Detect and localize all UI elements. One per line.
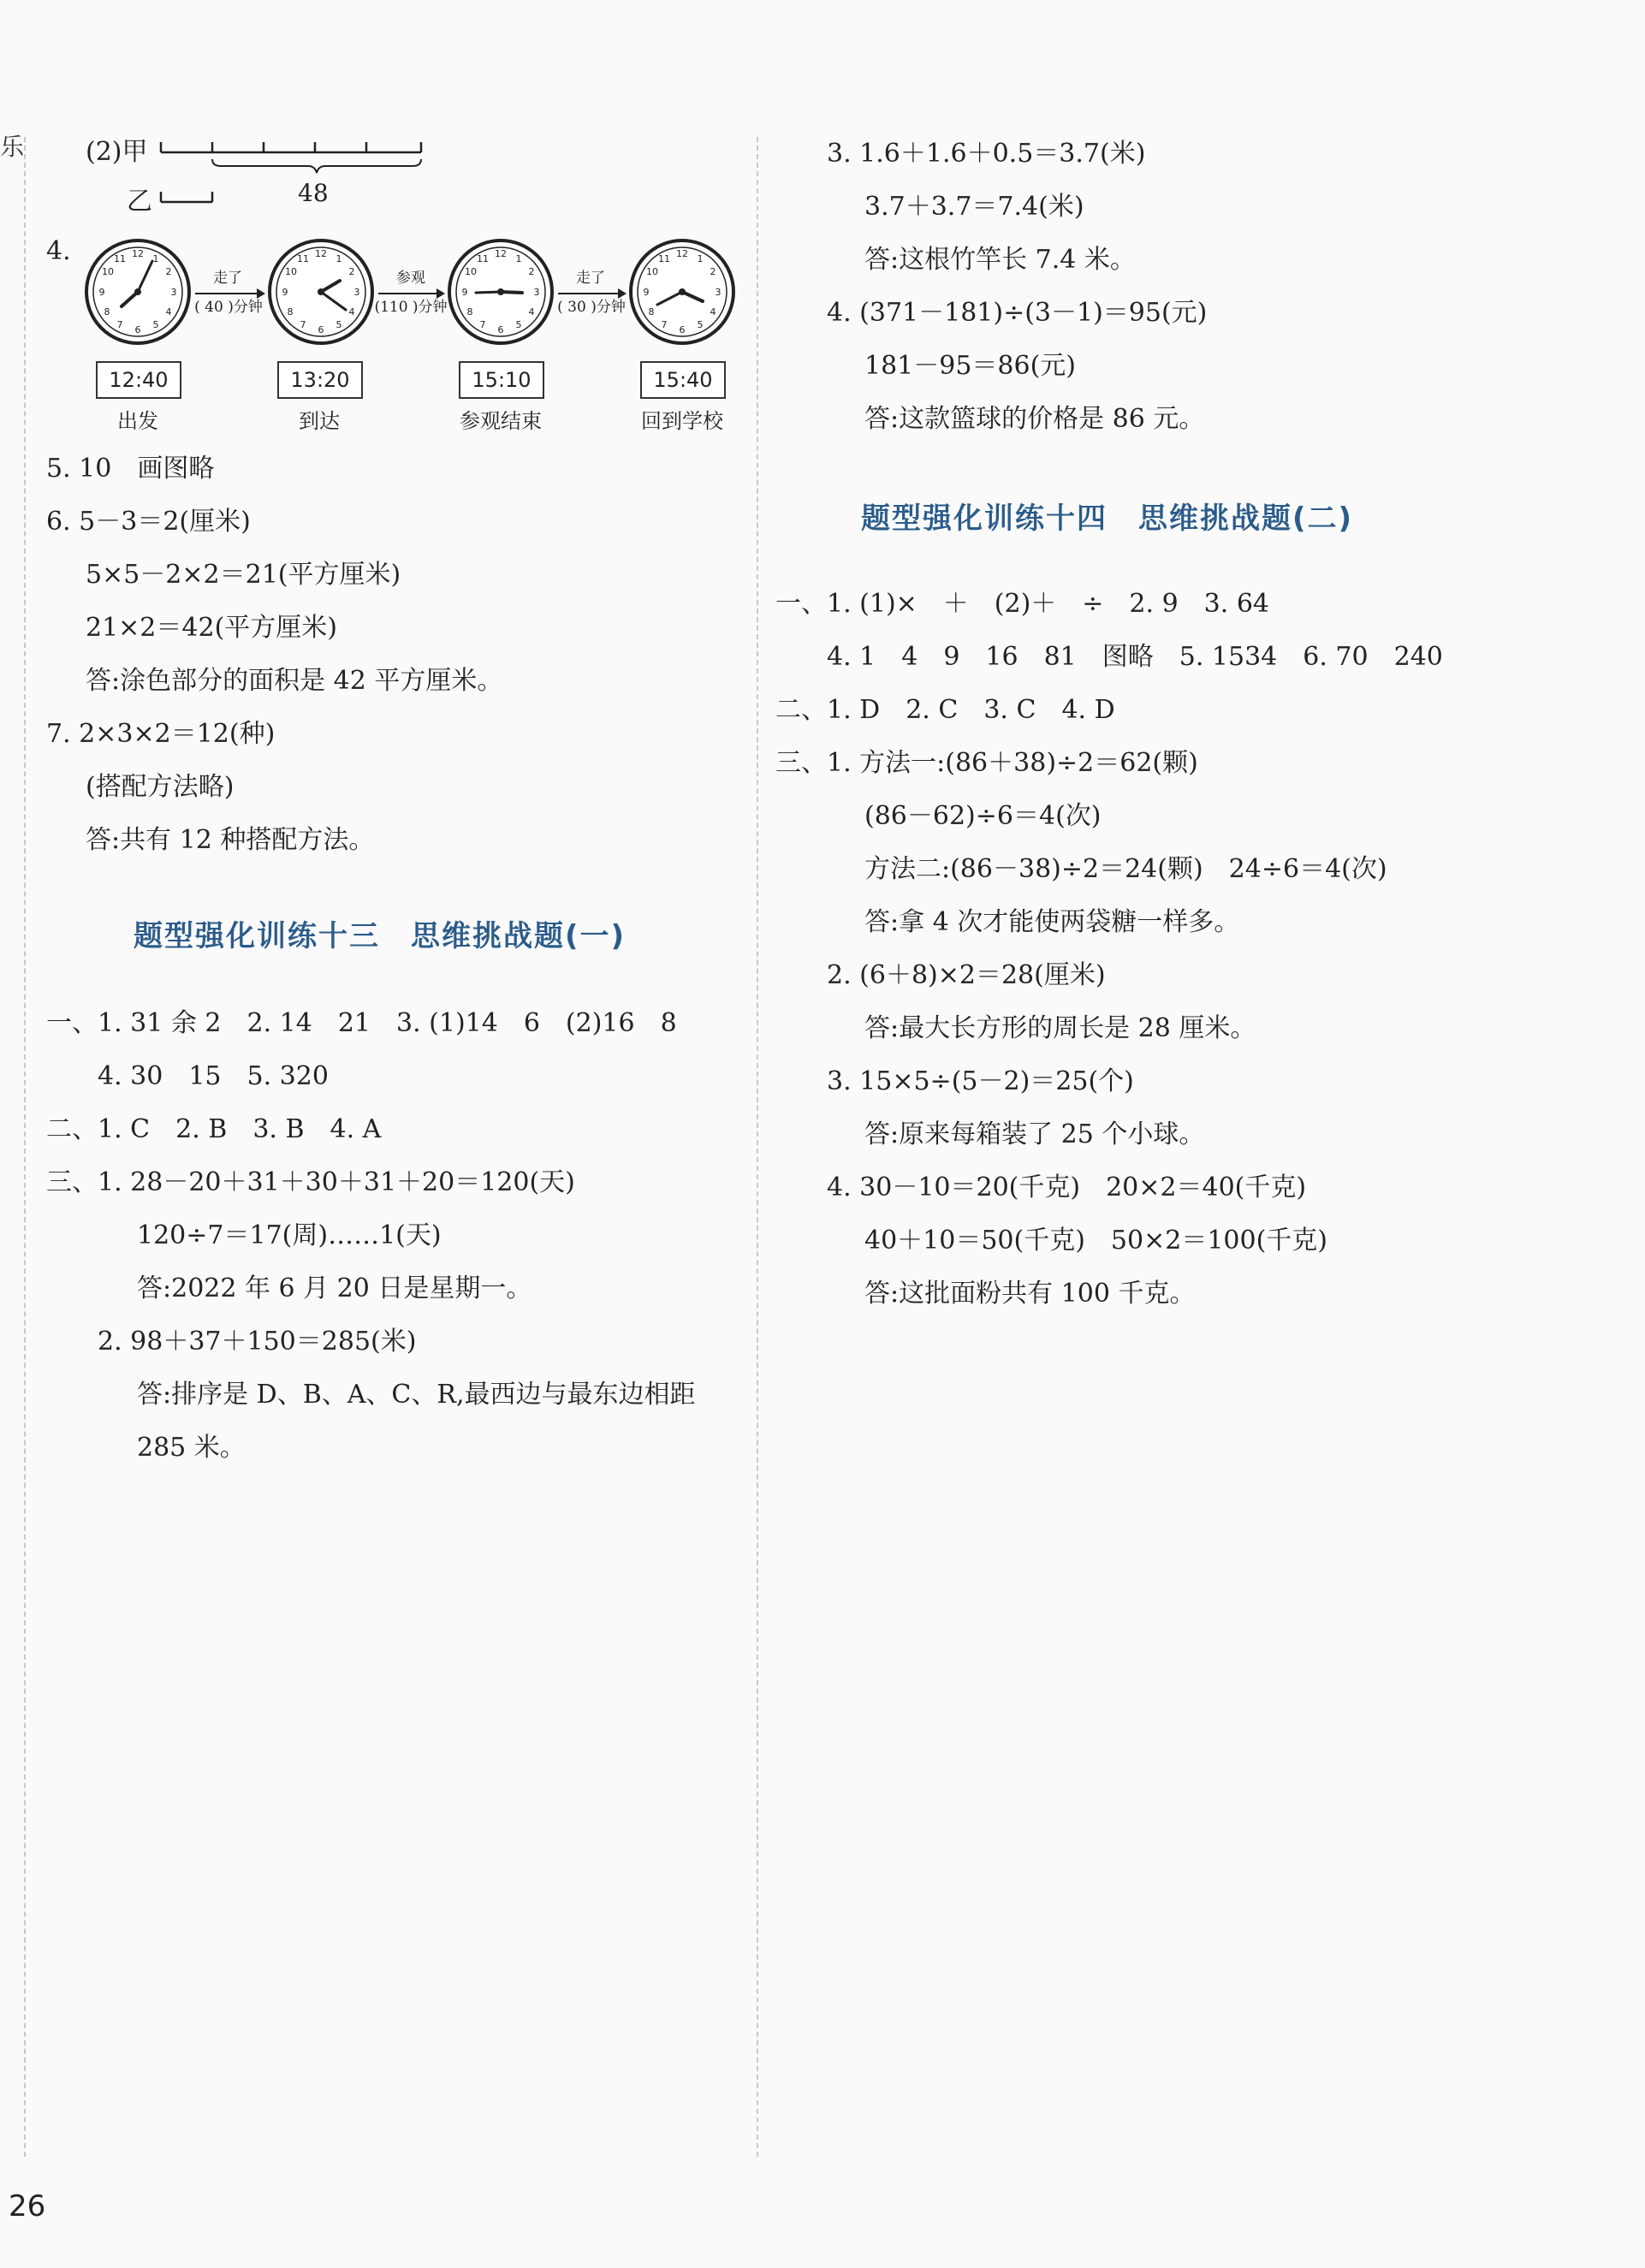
section-title: 题型强化训练十四 思维挑战题(二): [861, 502, 1354, 536]
svg-text:8: 8: [648, 306, 655, 318]
svg-text:10: 10: [465, 266, 477, 277]
svg-text:3: 3: [170, 287, 177, 298]
svg-text:7: 7: [661, 319, 668, 330]
svg-text:12: 12: [676, 248, 688, 259]
svg-text:2: 2: [165, 266, 172, 277]
svg-text:10: 10: [646, 266, 658, 277]
answer-line: 7. 2×3×2＝12(种): [46, 719, 276, 749]
segment-label-jia: (2)甲: [86, 137, 148, 167]
svg-text:3: 3: [353, 287, 360, 298]
answer-line: (86－62)÷6＝4(次): [864, 801, 1102, 831]
answer-line: 4. 30 15 5. 320: [98, 1061, 329, 1091]
answer-line: 4. (371－181)÷(3－1)＝95(元): [827, 298, 1208, 328]
answer-line: 方法二:(86－38)÷2＝24(颗) 24÷6＝4(次): [864, 854, 1387, 884]
clock-time-box: 15:10: [459, 361, 544, 399]
arrow-2-bottom: (110 )分钟: [374, 299, 448, 316]
answer-line: 2. 98＋37＋150＝285(米): [98, 1327, 417, 1357]
svg-text:5: 5: [515, 319, 522, 330]
svg-text:11: 11: [114, 253, 126, 264]
svg-text:9: 9: [461, 287, 468, 298]
svg-text:6: 6: [497, 324, 504, 335]
page-number: 26: [9, 2189, 46, 2223]
svg-text:11: 11: [477, 253, 489, 264]
svg-text:1: 1: [152, 253, 159, 264]
cut-off-character: 乐: [0, 133, 25, 161]
answer-line: 3.7＋3.7＝7.4(米): [864, 192, 1084, 222]
svg-text:2: 2: [348, 266, 355, 277]
answer-line: 答:排序是 D、B、A、C、R,最西边与最东边相距: [137, 1380, 696, 1410]
answer-line: 二、1. D 2. C 3. C 4. D: [775, 695, 1115, 725]
svg-text:5: 5: [152, 319, 159, 330]
clock-icon: [627, 236, 738, 347]
answer-line: 285 米。: [137, 1433, 246, 1463]
svg-text:11: 11: [297, 253, 309, 264]
answer-line: 三、1. 方法一:(86＋38)÷2＝62(颗): [775, 748, 1198, 778]
answer-line: 二、1. C 2. B 3. B 4. A: [46, 1114, 382, 1144]
answer-line: 120÷7＝17(周)……1(天): [137, 1220, 442, 1250]
svg-text:9: 9: [98, 287, 105, 298]
svg-text:7: 7: [116, 319, 123, 330]
clock-icon: [82, 236, 193, 347]
svg-text:11: 11: [658, 253, 670, 264]
arrow-3-bottom: ( 30 )分钟: [557, 299, 626, 316]
answer-line: 答:原来每箱装了 25 个小球。: [864, 1119, 1205, 1149]
svg-text:5: 5: [336, 319, 342, 330]
svg-text:4: 4: [165, 306, 172, 318]
svg-text:2: 2: [528, 266, 535, 277]
answer-line: 5. 10 画图略: [46, 454, 215, 484]
arrow-2-top: 参观: [396, 270, 425, 287]
segment-diagram: [154, 135, 436, 212]
clock-time-box: 15:40: [640, 361, 726, 399]
clock-label: 参观结束: [460, 409, 542, 433]
arrow-1-bottom: ( 40 )分钟: [194, 299, 263, 316]
answer-line: 答:共有 12 种搭配方法。: [86, 825, 375, 855]
answer-line: 答:这根竹竿长 7.4 米。: [864, 245, 1136, 275]
svg-text:1: 1: [515, 253, 522, 264]
answer-line: 181－95＝86(元): [864, 351, 1077, 381]
svg-text:4: 4: [528, 306, 535, 318]
arrow-1-top: 走了: [213, 270, 242, 287]
svg-text:8: 8: [466, 306, 473, 318]
svg-text:9: 9: [643, 287, 650, 298]
clock-label: 到达: [299, 409, 340, 433]
svg-text:2: 2: [710, 266, 716, 277]
answer-line: 答:涂色部分的面积是 42 平方厘米。: [86, 666, 503, 696]
svg-text:5: 5: [697, 319, 704, 330]
answer-line: 答:这批面粉共有 100 千克。: [864, 1279, 1196, 1309]
svg-text:8: 8: [287, 306, 294, 318]
svg-text:8: 8: [104, 306, 110, 318]
answer-line: 4. 1 4 9 16 81 图略 5. 1534 6. 70 240: [827, 642, 1443, 672]
svg-text:6: 6: [679, 324, 686, 335]
answer-line: 一、1. (1)× ＋ (2)＋ ÷ 2. 9 3. 64: [775, 589, 1270, 619]
svg-text:7: 7: [479, 319, 486, 330]
question-4-number: 4.: [46, 236, 71, 266]
answer-line: 三、1. 28－20＋31＋30＋31＋20＝120(天): [46, 1167, 575, 1197]
answer-line: 40＋10＝50(千克) 50×2＝100(千克): [864, 1226, 1327, 1256]
segment-number: 48: [298, 179, 329, 207]
column-divider: [757, 137, 758, 2157]
svg-text:4: 4: [710, 306, 716, 318]
svg-text:10: 10: [285, 266, 297, 277]
answer-line: (搭配方法略): [86, 772, 235, 802]
svg-text:12: 12: [315, 248, 327, 259]
answer-line: 答:拿 4 次才能使两袋糖一样多。: [864, 907, 1240, 937]
svg-text:1: 1: [697, 253, 704, 264]
clock-label: 出发: [117, 409, 158, 433]
svg-text:12: 12: [495, 248, 507, 259]
segment-label-yi: 乙: [127, 187, 152, 217]
svg-text:4: 4: [348, 306, 355, 318]
clock-icon: [445, 236, 556, 347]
answer-line: 5×5－2×2＝21(平方厘米): [86, 560, 401, 590]
svg-text:12: 12: [132, 248, 144, 259]
svg-text:3: 3: [533, 287, 540, 298]
answer-line: 3. 15×5÷(5－2)＝25(个): [827, 1066, 1134, 1096]
arrow-3-top: 走了: [576, 270, 605, 287]
clock-time-box: 13:20: [277, 361, 363, 399]
svg-text:10: 10: [102, 266, 114, 277]
svg-text:7: 7: [300, 319, 306, 330]
answer-line: 21×2＝42(平方厘米): [86, 613, 337, 643]
svg-text:6: 6: [134, 324, 141, 335]
clock-icon: [265, 236, 377, 347]
answer-line: 答:最大长方形的周长是 28 厘米。: [864, 1013, 1256, 1043]
svg-text:6: 6: [318, 324, 324, 335]
answer-line: 3. 1.6＋1.6＋0.5＝3.7(米): [827, 139, 1146, 169]
answer-line: 答:这款篮球的价格是 86 元。: [864, 404, 1205, 434]
answer-line: 4. 30－10＝20(千克) 20×2＝40(千克): [827, 1173, 1307, 1202]
svg-text:3: 3: [715, 287, 722, 298]
answer-line: 答:2022 年 6 月 20 日是星期一。: [137, 1274, 532, 1303]
section-title: 题型强化训练十三 思维挑战题(一): [134, 919, 627, 953]
svg-text:9: 9: [282, 287, 288, 298]
left-margin-divider: [24, 137, 26, 2157]
svg-text:1: 1: [336, 253, 342, 264]
clock-time-box: 12:40: [96, 361, 181, 399]
answer-line: 一、1. 31 余 2 2. 14 21 3. (1)14 6 (2)16 8: [46, 1008, 677, 1038]
answer-line: 2. (6＋8)×2＝28(厘米): [827, 960, 1106, 990]
clock-label: 回到学校: [641, 409, 723, 433]
answer-line: 6. 5－3＝2(厘米): [46, 507, 251, 537]
